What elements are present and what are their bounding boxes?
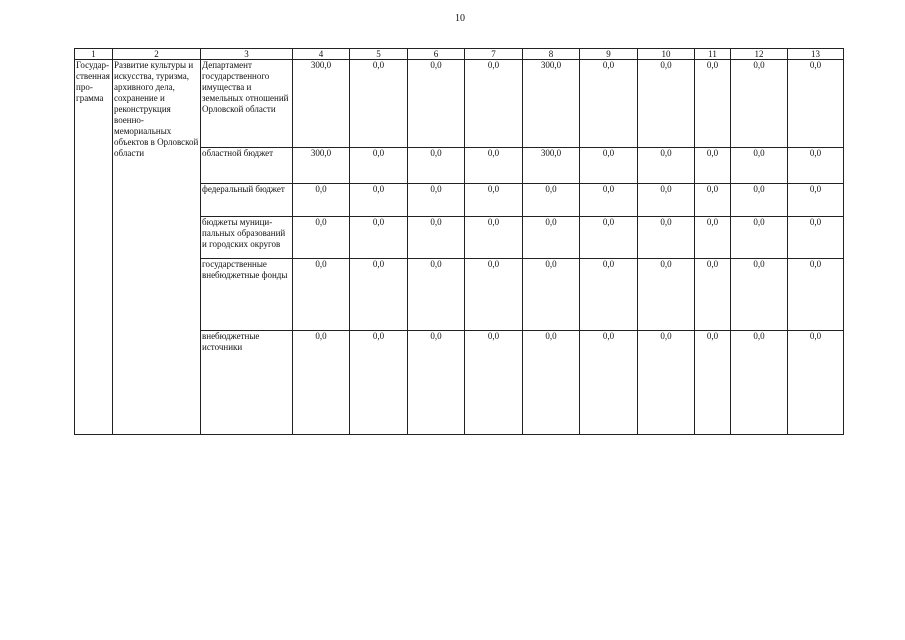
column-number: 9 [580,49,638,60]
value-cell: 0,0 [788,259,844,331]
value-cell: 0,0 [580,148,638,184]
row-label: государственные внебюджетные фонды [201,259,293,331]
column-number: 7 [465,49,523,60]
value-cell: 0,0 [695,259,731,331]
column-number: 4 [293,49,350,60]
value-cell: 0,0 [788,184,844,217]
value-cell: 0,0 [465,184,523,217]
value-cell: 0,0 [350,259,408,331]
column-number: 2 [113,49,201,60]
value-cell: 300,0 [293,148,350,184]
value-cell: 0,0 [788,60,844,148]
value-cell: 0,0 [638,259,695,331]
value-cell: 300,0 [293,60,350,148]
value-cell: 0,0 [408,60,465,148]
value-cell: 0,0 [638,184,695,217]
value-cell: 0,0 [580,259,638,331]
value-cell: 0,0 [465,331,523,435]
column-number: 3 [201,49,293,60]
row-label: Департамент государственного имущества и земельных отношений Орловской области [201,60,293,148]
column-number: 13 [788,49,844,60]
program-name-cell: Развитие культуры и искусства, туризма, архивного дела, сохранение и реконструкция военно-мемориальных объектов в Орловской области [113,60,201,435]
value-cell: 0,0 [293,331,350,435]
value-cell: 0,0 [788,148,844,184]
value-cell: 0,0 [580,331,638,435]
value-cell: 0,0 [523,217,580,259]
value-cell: 0,0 [638,217,695,259]
value-cell: 0,0 [580,184,638,217]
value-cell: 0,0 [580,217,638,259]
value-cell: 0,0 [788,217,844,259]
table-row [75,60,844,148]
row-label: федеральный бюджет [201,184,293,217]
column-number: 1 [75,49,113,60]
value-cell: 0,0 [350,217,408,259]
budget-table [74,48,844,435]
column-number: 11 [695,49,731,60]
row-label: областной бюджет [201,148,293,184]
value-cell: 0,0 [408,217,465,259]
value-cell: 0,0 [695,60,731,148]
column-number-row [75,49,844,60]
value-cell: 0,0 [731,331,788,435]
column-number: 5 [350,49,408,60]
value-cell: 0,0 [350,331,408,435]
value-cell: 0,0 [350,184,408,217]
value-cell: 0,0 [293,217,350,259]
value-cell: 0,0 [350,60,408,148]
value-cell: 0,0 [695,331,731,435]
value-cell: 0,0 [408,184,465,217]
value-cell: 0,0 [465,217,523,259]
value-cell: 0,0 [408,331,465,435]
page-number: 10 [455,13,465,24]
value-cell: 0,0 [408,259,465,331]
value-cell: 0,0 [638,331,695,435]
row-label: внебюджетные источники [201,331,293,435]
value-cell: 0,0 [695,184,731,217]
value-cell: 0,0 [731,60,788,148]
value-cell: 0,0 [408,148,465,184]
value-cell: 0,0 [523,331,580,435]
row-label: бюджеты муници-пальных образований и городских округов [201,217,293,259]
value-cell: 0,0 [350,148,408,184]
column-number: 10 [638,49,695,60]
column-number: 6 [408,49,465,60]
value-cell: 0,0 [580,60,638,148]
value-cell: 0,0 [465,259,523,331]
value-cell: 300,0 [523,60,580,148]
value-cell: 0,0 [523,184,580,217]
value-cell: 0,0 [638,148,695,184]
column-number: 8 [523,49,580,60]
value-cell: 300,0 [523,148,580,184]
value-cell: 0,0 [523,259,580,331]
value-cell: 0,0 [731,184,788,217]
value-cell: 0,0 [638,60,695,148]
value-cell: 0,0 [695,148,731,184]
value-cell: 0,0 [788,331,844,435]
value-cell: 0,0 [731,148,788,184]
value-cell: 0,0 [465,148,523,184]
value-cell: 0,0 [465,60,523,148]
column-number: 12 [731,49,788,60]
value-cell: 0,0 [731,259,788,331]
value-cell: 0,0 [293,184,350,217]
value-cell: 0,0 [695,217,731,259]
program-type-cell: Государ-ственная про-грамма [75,60,113,435]
value-cell: 0,0 [731,217,788,259]
value-cell: 0,0 [293,259,350,331]
